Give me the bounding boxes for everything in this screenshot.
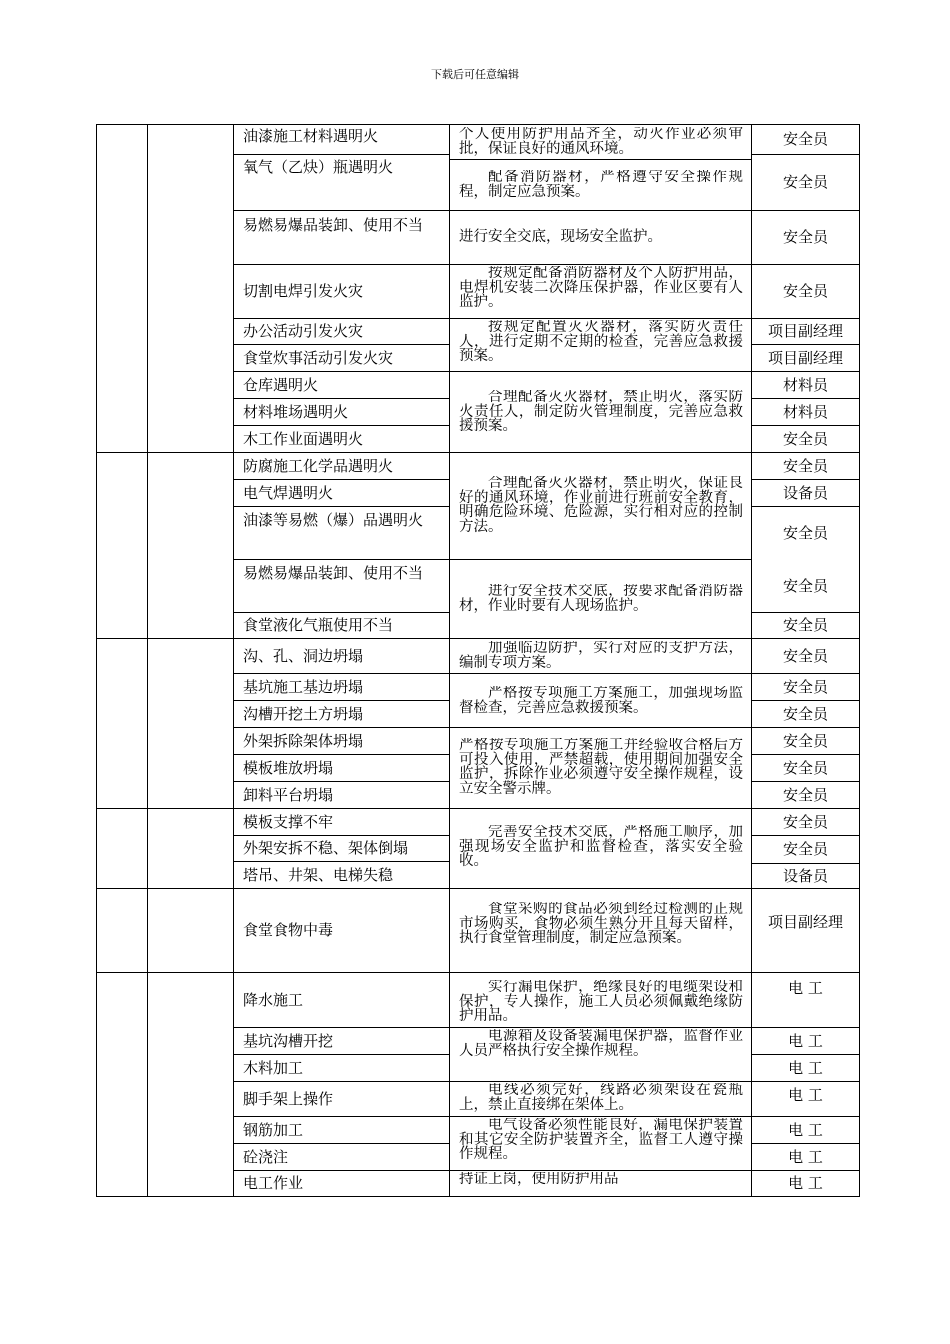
hazard-cell: 木料加工 xyxy=(243,1058,304,1077)
person-cell: 材料员 xyxy=(782,375,828,394)
person-cell: 电 工 xyxy=(788,1147,823,1166)
hazard-cell: 易燃易爆品装卸、使用不当 xyxy=(243,564,424,582)
hazard-cell: 卸料平台坍塌 xyxy=(243,785,334,804)
hazard-cell: 氧气（乙炔）瓶遇明火 xyxy=(243,159,394,176)
measure-row-line xyxy=(449,371,752,372)
hazard-cell: 电气焊遇明火 xyxy=(243,483,334,502)
hazard-cell: 办公活动引发火灾 xyxy=(243,322,364,340)
person-cell: 电 工 xyxy=(788,1174,823,1192)
person-cell: 安全员 xyxy=(782,616,828,634)
person-cell: 设备员 xyxy=(782,866,828,885)
hazard-cell: 易燃易爆品装卸、使用不当 xyxy=(243,216,424,234)
measure-row-line xyxy=(449,1170,752,1171)
hazard-row-line xyxy=(233,154,450,155)
person-cell: 安全员 xyxy=(782,576,828,595)
measure-cell: 电线必须完好，线路必须架设在瓷瓶上，禁止直接绑在架体上。 xyxy=(459,1083,743,1112)
group-line-6 xyxy=(96,972,860,973)
measure-row-line xyxy=(449,159,752,160)
hazard-cell: 砼浇注 xyxy=(243,1147,289,1166)
person-cell: 设备员 xyxy=(782,483,828,502)
person-cell: 项目副经理 xyxy=(767,348,843,367)
hazard-cell: 仓库遇明火 xyxy=(243,375,319,394)
measure-row-line xyxy=(449,727,752,728)
hazard-cell: 模板堆放坍塌 xyxy=(243,758,334,777)
group-no xyxy=(97,889,147,972)
person-cell: 安全员 xyxy=(782,523,828,542)
person-cell: 项目副经理 xyxy=(767,322,843,340)
hazard-cell: 木工作业面遇明火 xyxy=(243,429,364,448)
measure-row-line xyxy=(449,1081,752,1082)
measure-row-line xyxy=(449,318,752,319)
person-cell: 安全员 xyxy=(782,646,828,665)
person-cell: 安全员 xyxy=(782,731,828,750)
measure-cell: 实行漏电保护，绝缘良好的电缆架设和保护，专人操作，施工人员必须佩戴绝缘防护用品。 xyxy=(459,980,743,1024)
person-cell: 项目副经理 xyxy=(767,912,843,931)
person-cell: 安全员 xyxy=(782,704,828,723)
hazard-cell: 食堂炊事活动引发火灾 xyxy=(243,348,394,367)
hazard-cell: 钢筋加工 xyxy=(243,1120,304,1139)
person-cell: 安全员 xyxy=(782,130,828,148)
measure-row-line xyxy=(449,559,752,560)
hazard-cell: 材料堆场遇明火 xyxy=(243,402,349,421)
person-cell: 电 工 xyxy=(788,1120,823,1139)
measure-row-line xyxy=(449,1116,752,1117)
person-cell: 安全员 xyxy=(782,456,828,475)
measure-row-line xyxy=(449,1027,752,1028)
measure-cell: 加强临边防护，实行对应的支护方法，编制专项方案。 xyxy=(459,641,743,670)
group-type xyxy=(148,889,233,972)
measure-cell: 食堂采购的食品必须到经过检测的正规市场购买，食物必须生熟分开且每天留样，执行食堂管理制度，制定应急预案。 xyxy=(459,902,743,946)
person-cell: 安全员 xyxy=(782,429,828,448)
page-header: 下载后可任意编辑 xyxy=(431,68,519,81)
hazard-row-line xyxy=(233,559,450,560)
group-no xyxy=(97,809,147,888)
hazard-cell: 油漆施工材料遇明火 xyxy=(243,128,379,145)
hazard-cell: 电工作业 xyxy=(243,1174,304,1192)
hazard-cell: 食堂食物中毒 xyxy=(243,921,334,939)
hazard-cell: 食堂液化气瓶使用不当 xyxy=(243,616,394,634)
group-type xyxy=(148,453,233,638)
measure-cell: 进行安全技术交底，按要求配备消防器材，作业时要有人现场监护。 xyxy=(459,584,743,613)
group-no xyxy=(97,453,147,638)
measure-cell: 严格按专项施工方案施工并经验收合格后方可投入使用，严禁超载，使用期间加强安全监护，拆除作业必须遵守安全操作规程，设立安全警示牌。 xyxy=(459,738,743,796)
hazard-cell: 基坑沟槽开挖 xyxy=(243,1031,334,1050)
measure-cell: 严格按专项施工方案施工，加强现场监督检查，完善应急救援预案。 xyxy=(459,686,743,715)
person-cell: 安全员 xyxy=(782,840,828,858)
person-cell: 安全员 xyxy=(782,173,828,191)
measure-cell: 电气设备必须性能良好，漏电保护装置和其它安全防护装置齐全，监督工人遵守操作规程。 xyxy=(459,1118,743,1162)
measure-cell: 按规定配备消防器材及个人防护用品，电焊机安装二次降压保护器，作业区要有人监护。 xyxy=(459,266,743,310)
table-border-right xyxy=(859,124,860,1197)
group-no xyxy=(97,639,147,808)
hazard-cell: 防腐施工化学品遇明火 xyxy=(243,456,394,475)
hazard-cell: 外架安拆不稳、架体倒塌 xyxy=(243,839,409,857)
measure-cell: 个人使用防护用品齐全，动火作业必须审批，保证良好的通风环境。 xyxy=(459,127,743,156)
measure-cell: 合理配备灭火器材，禁止明火，保证良好的通风环境，作业前进行班前安全教育，明确危险环境、危险源，实行相对应的控制方法。 xyxy=(459,476,743,534)
person-cell: 安全员 xyxy=(782,758,828,777)
hazard-row-line xyxy=(233,210,450,211)
col-line-2 xyxy=(233,124,234,1197)
group-type xyxy=(148,639,233,808)
person-cell: 材料员 xyxy=(782,402,828,421)
person-cell: 电 工 xyxy=(788,1031,823,1050)
measure-cell: 持证上岗，使用防护用品 xyxy=(459,1172,619,1187)
group-type xyxy=(148,809,233,888)
hazard-cell: 沟、孔、洞边坍塌 xyxy=(243,646,364,665)
hazard-cell: 外架拆除架体坍塌 xyxy=(243,731,364,750)
person-cell: 安全员 xyxy=(782,282,828,300)
hazard-cell: 降水施工 xyxy=(243,990,304,1009)
measure-cell: 配备消防器材，严格遵守安全操作规程，制定应急预案。 xyxy=(459,170,743,199)
hazard-cell: 模板支撑不牢 xyxy=(243,812,334,831)
measure-cell: 电源箱及设备装漏电保护器，监督作业人员严格执行安全操作规程。 xyxy=(459,1029,743,1058)
measure-cell: 按规定配置灭火器材，落实防火责任人，进行定期不定期的检查，完善应急救援预案。 xyxy=(459,320,743,364)
person-cell: 安全员 xyxy=(782,785,828,804)
person-cell: 安全员 xyxy=(782,677,828,696)
measure-row-line xyxy=(449,264,752,265)
hazard-cell: 脚手架上操作 xyxy=(243,1089,334,1108)
person-cell: 电 工 xyxy=(788,1085,823,1104)
person-cell: 电 工 xyxy=(788,1058,823,1077)
hazard-cell: 塔吊、井架、电梯失稳 xyxy=(243,865,394,884)
hazard-cell: 油漆等易燃（爆）品遇明火 xyxy=(243,511,424,529)
hazard-cell: 切割电焊引发火灾 xyxy=(243,282,364,300)
measure-cell: 合理配备灭火器材，禁止明火，落实防火责任人，制定防火管理制度，完善应急救援预案。 xyxy=(459,390,743,434)
table-border-top xyxy=(96,124,860,125)
table-border-bottom xyxy=(96,1196,860,1197)
person-cell: 安全员 xyxy=(782,228,828,246)
measure-row-line xyxy=(449,673,752,674)
measure-cell: 完善安全技术交底，严格施工顺序，加强现场安全监护和监督检查，落实安全验收。 xyxy=(459,825,743,869)
hazard-cell: 基坑施工基边坍塌 xyxy=(243,677,364,696)
hazard-cell: 沟槽开挖土方坍塌 xyxy=(243,704,364,723)
hazard-row-line xyxy=(233,506,450,507)
hazard-table xyxy=(96,124,860,1197)
measure-cell: 进行安全交底，现场安全监护。 xyxy=(459,229,662,246)
person-cell: 电 工 xyxy=(788,980,823,997)
person-cell: 安全员 xyxy=(782,812,828,831)
